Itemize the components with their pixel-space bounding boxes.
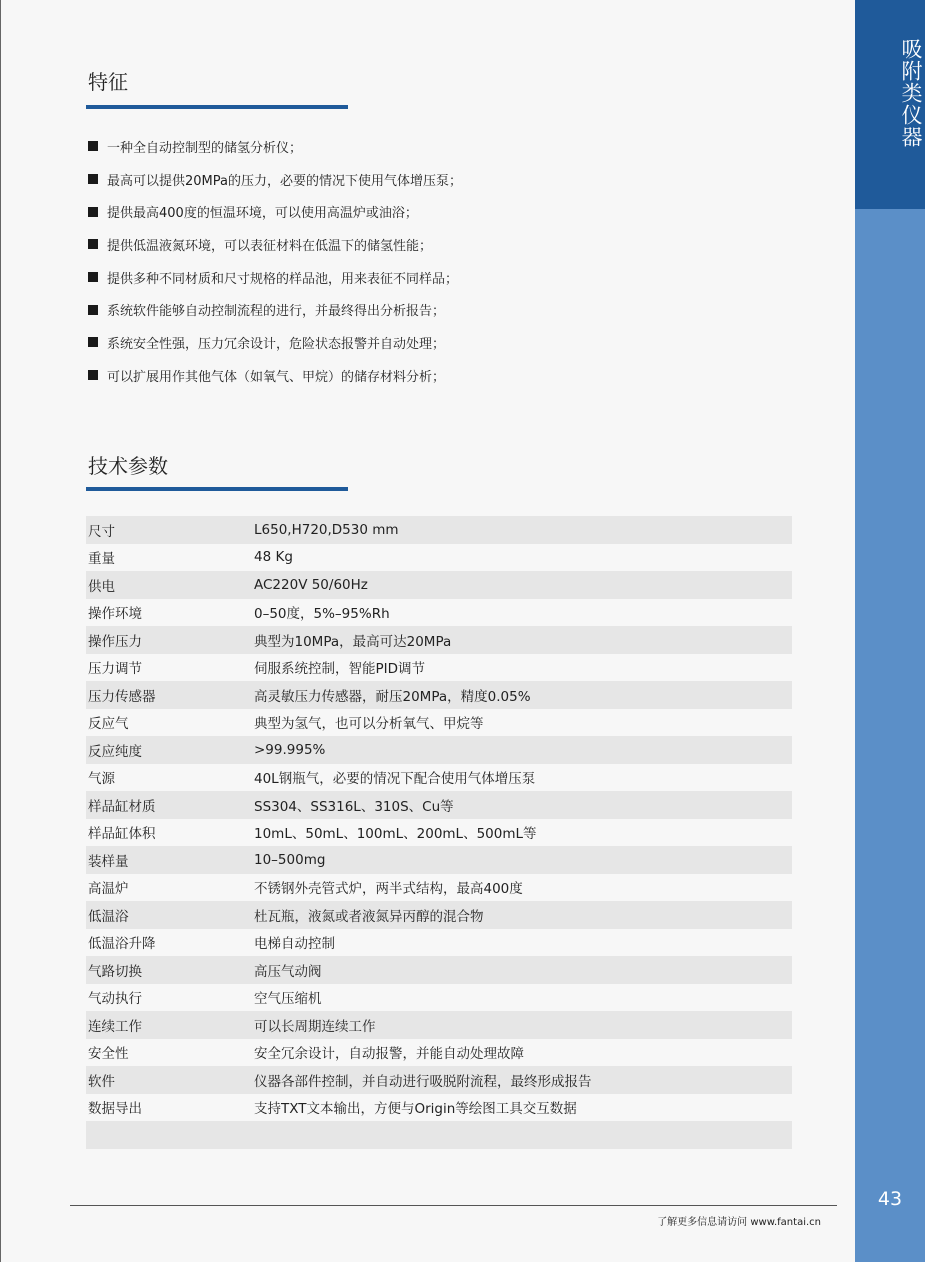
table-row [86,1094,792,1122]
spec-key: 反应纯度 [86,736,254,764]
spec-value: >99.995% [254,736,792,764]
feature-text: 系统安全性强，压力冗余设计，危险状态报警并自动处理； [107,336,446,352]
features-list [88,130,788,392]
table-row [86,681,792,709]
table-row [86,1011,792,1039]
table-row [86,956,792,984]
features-heading-underline [86,105,348,109]
table-row [86,1066,792,1094]
list-item [88,359,788,392]
spec-key: 尺寸 [86,516,254,544]
spec-value: 高灵敏压力传感器，耐压20MPa，精度0.05% [254,681,792,709]
features-heading: 特征 [88,70,128,94]
table-row [86,1121,792,1149]
spec-key: 数据导出 [86,1094,254,1122]
table-row [86,626,792,654]
bullet-square-icon [88,239,98,249]
bullet-square-icon [88,337,98,347]
bullet-square-icon [88,207,98,217]
spec-value: 不锈钢外壳管式炉，两半式结构，最高400度 [254,874,792,902]
spec-value: 10–500mg [254,846,792,874]
sidebar-category-title: 吸附类仪器 [899,38,923,148]
spec-value: 典型为氢气，也可以分析氧气、甲烷等 [254,709,792,737]
spec-key: 重量 [86,544,254,572]
table-row [86,984,792,1012]
list-item [88,195,788,228]
table-row [86,1039,792,1067]
spec-value: 10mL、50mL、100mL、200mL、500mL等 [254,819,792,847]
spec-value: 48 Kg [254,544,792,572]
spec-key: 压力传感器 [86,681,254,709]
spec-value: L650,H720,D530 mm [254,516,792,544]
spec-key: 反应气 [86,709,254,737]
spec-key: 样品缸体积 [86,819,254,847]
spec-key: 样品缸材质 [86,791,254,819]
spec-key: 安全性 [86,1039,254,1067]
spec-value: 支持TXT文本输出，方便与Origin等绘图工具交互数据 [254,1094,792,1122]
spec-value: 典型为10MPa，最高可达20MPa [254,626,792,654]
spec-value: 伺服系统控制，智能PID调节 [254,654,792,682]
table-row [86,654,792,682]
table-row [86,874,792,902]
spec-value: 电梯自动控制 [254,929,792,957]
list-item [88,163,788,196]
spec-value: 高压气动阀 [254,956,792,984]
feature-text: 一种全自动控制型的储氢分析仪； [107,140,303,156]
spec-key: 连续工作 [86,1011,254,1039]
table-row [86,544,792,572]
spec-value: SS304、SS316L、310S、Cu等 [254,791,792,819]
spec-key: 低温浴 [86,901,254,929]
table-row [86,901,792,929]
spec-value [254,1121,792,1149]
footer-website-note: 了解更多信息请访问 www.fantai.cn [657,1217,821,1228]
table-row [86,571,792,599]
spec-value: 可以长周期连续工作 [254,1011,792,1039]
spec-key: 低温浴升降 [86,929,254,957]
feature-text: 提供低温液氮环境，可以表征材料在低温下的储氢性能； [107,238,433,254]
feature-text: 可以扩展用作其他气体（如氧气、甲烷）的储存材料分析； [107,369,446,385]
specs-table [86,516,792,1149]
table-row [86,599,792,627]
table-row [86,929,792,957]
list-item [88,326,788,359]
spec-key: 供电 [86,571,254,599]
table-row [86,736,792,764]
spec-key: 压力调节 [86,654,254,682]
spec-key: 装样量 [86,846,254,874]
feature-text: 最高可以提供20MPa的压力，必要的情况下使用气体增压泵； [107,173,462,189]
sidebar [855,0,925,1262]
spec-value: 40L钢瓶气，必要的情况下配合使用气体增压泵 [254,764,792,792]
feature-text: 提供多种不同材质和尺寸规格的样品池，用来表征不同样品； [107,271,459,287]
bullet-square-icon [88,370,98,380]
specs-heading: 技术参数 [88,454,168,478]
page-number: 43 [877,1188,903,1210]
footer-divider [70,1205,837,1206]
list-item [88,261,788,294]
table-row [86,791,792,819]
spec-key: 软件 [86,1066,254,1094]
list-item [88,130,788,163]
spec-value: AC220V 50/60Hz [254,571,792,599]
table-row [86,846,792,874]
spec-key [86,1121,254,1149]
bullet-square-icon [88,305,98,315]
spec-value: 杜瓦瓶，液氮或者液氮异丙醇的混合物 [254,901,792,929]
table-row [86,516,792,544]
page-left-border [0,0,1,1262]
list-item [88,293,788,326]
spec-key: 气动执行 [86,984,254,1012]
table-row [86,709,792,737]
spec-value: 0–50度，5%–95%Rh [254,599,792,627]
bullet-square-icon [88,272,98,282]
spec-value: 仪器各部件控制，并自动进行吸脱附流程，最终形成报告 [254,1066,792,1094]
table-row [86,819,792,847]
bullet-square-icon [88,141,98,151]
feature-text: 提供最高400度的恒温环境，可以使用高温炉或油浴； [107,206,418,222]
list-item [88,228,788,261]
spec-value: 空气压缩机 [254,984,792,1012]
specs-heading-underline [86,487,348,491]
spec-key: 操作压力 [86,626,254,654]
spec-key: 操作环境 [86,599,254,627]
feature-text: 系统软件能够自动控制流程的进行，并最终得出分析报告； [107,304,446,320]
spec-value: 安全冗余设计，自动报警，并能自动处理故障 [254,1039,792,1067]
spec-key: 高温炉 [86,874,254,902]
spec-key: 气路切换 [86,956,254,984]
table-row [86,764,792,792]
spec-key: 气源 [86,764,254,792]
bullet-square-icon [88,174,98,184]
